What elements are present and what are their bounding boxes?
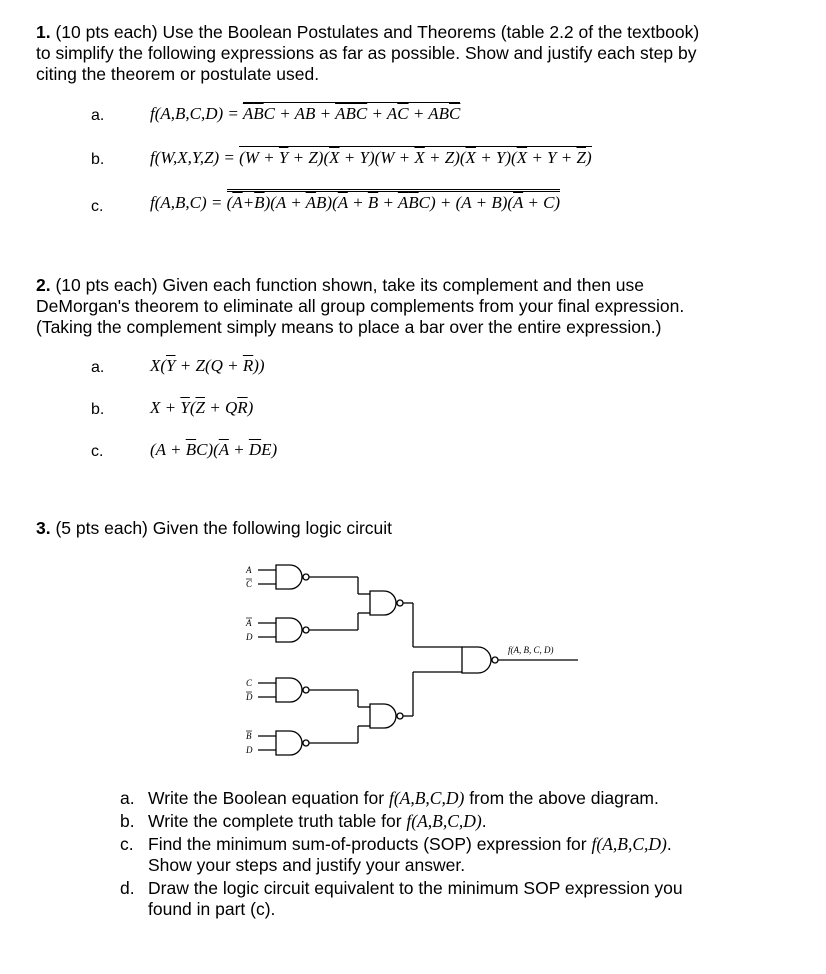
q2-line2: DeMorgan's theorem to eliminate all group complements from your final expression. (36, 296, 685, 316)
nand-gate-4 (258, 726, 370, 755)
q2b-expression: $X + \overline{Y}(\overline{Z} + Q\overline{R})$ (150, 398, 254, 417)
q1a-label: a. (91, 107, 105, 124)
q1-line3: citing the theorem or postulate used. (36, 64, 320, 84)
q2a-label: a. (91, 359, 105, 376)
input-label-1: A (246, 565, 252, 575)
q3b-label: b. (120, 811, 135, 831)
q1a-expression: $f(A,B,C,D) = \overline{A}\overline{B}C$ + AB + $\overline{ABC} + A\overline{C} + AB\overline{C}$ (150, 104, 461, 123)
q1-number: 1. (36, 22, 51, 42)
q2a-expression: $X(\overline{Y} + Z(Q + \overline{R}))$ (150, 356, 265, 375)
q3-part-b: b. Write the complete truth table for f(A,B,C,D). (120, 811, 487, 831)
q3-part-d: d. Draw the logic circuit equivalent to the minimum SOP expression you found in part (c). (120, 878, 683, 919)
q1c-expression: $f(A,B,C) = (\overline{A}+\overline{B})(A + \overline{A}B)(\overline{A} + \overline{B} + \overline{A}\overline{B}C) + (A + B)(\overline{A} + C)$ (150, 193, 560, 213)
q2-paragraph (36, 275, 806, 338)
q2b-label: b. (91, 401, 105, 418)
q3-header (36, 518, 806, 539)
q2c-label: c. (91, 443, 104, 460)
input-label-6: D (246, 692, 253, 702)
q3c-label: c. (120, 834, 134, 854)
q3-part-a: a. Write the Boolean equation for f(A,B,C,D) from the above diagram. (120, 788, 659, 808)
q3d-label: d. (120, 878, 135, 898)
nand-gate-3 (258, 678, 370, 707)
input-label-2: C (246, 579, 253, 589)
q2-number: 2. (36, 275, 51, 295)
input-label-3: A (246, 618, 252, 628)
q2c-expression: $(A + \overline{B}C)(\overline{A} + \overline{D}E)$ (150, 440, 278, 459)
q1b-expression: $f(W,X,Y,Z) = (W + \overline{Y} + Z)(\overline{X} + Y)(W + \overline{X} + Z)(\overline{X} + Y)(\overline{X} + Y + \overline{Z})$ (150, 148, 592, 167)
q2-line1: 2. (10 pts each) Given each function shown, take its complement and then use (36, 275, 645, 295)
q1b-label: b. (91, 151, 105, 168)
q2-line3: (Taking the complement simply means to place a bar over the entire expression.) (36, 317, 662, 337)
logic-circuit-diagram (218, 555, 618, 770)
q1c-label: c. (91, 198, 104, 215)
input-label-5: C (246, 678, 253, 688)
input-label-7: B (246, 731, 252, 741)
q1-line1: 1. (10 pts each) Use the Boolean Postulates and Theorems (table 2.2 of the textbook) (36, 22, 700, 42)
q1-paragraph (36, 22, 806, 85)
nand-gate-2 (258, 613, 370, 642)
q1-line2: to simplify the following expressions as far as possible. Show and justify each step by (36, 43, 697, 63)
q3-number: 3. (36, 518, 51, 538)
output-label: f(A, B, C, D) (508, 645, 554, 655)
q3-text: (5 pts each) Given the following logic circuit (55, 518, 393, 538)
input-label-4: D (246, 632, 253, 642)
nand-gate-1 (258, 565, 370, 594)
q3-parts-list (120, 788, 810, 920)
input-label-8: D (246, 745, 253, 755)
q3a-label: a. (120, 788, 135, 808)
nand-gate-6 (370, 672, 462, 728)
nand-gate-5 (370, 591, 462, 647)
q3-part-c: c. Find the minimum sum-of-products (SOP) expression for f(A,B,C,D). Show your steps and justify your answer. (120, 834, 672, 875)
